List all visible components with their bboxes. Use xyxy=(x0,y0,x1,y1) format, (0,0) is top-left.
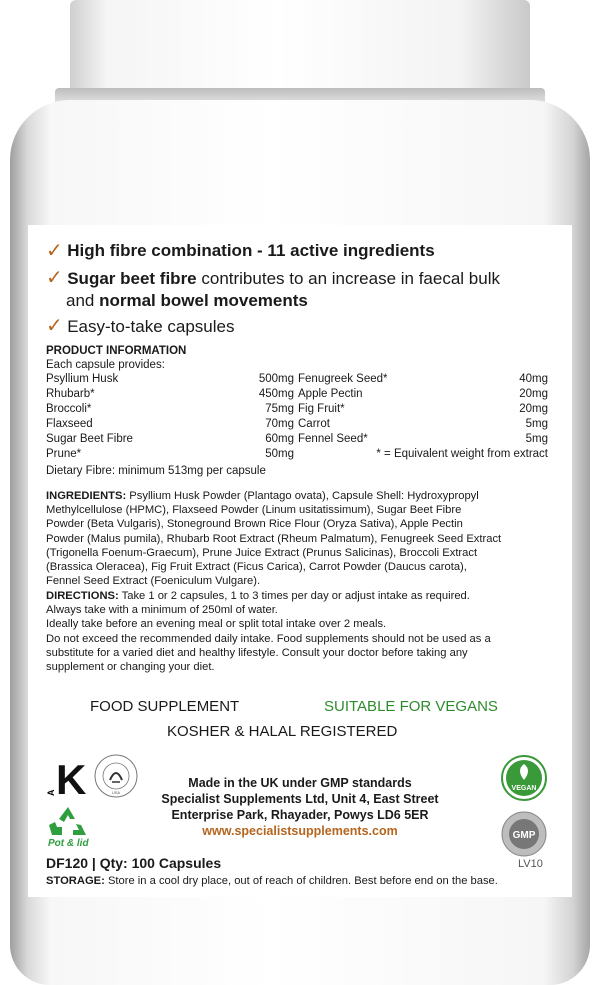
ingredient-name: Fennel Seed* xyxy=(298,433,368,445)
bullet-2-cont-pre: and xyxy=(66,291,100,310)
manufacturer-block xyxy=(130,775,470,839)
ingredient-name: Sugar Beet Fibre xyxy=(46,433,133,445)
ingredient-amount: 450mg xyxy=(258,388,294,400)
ingredients-block xyxy=(46,489,556,588)
bullet-2 xyxy=(46,265,566,290)
storage-label: STORAGE: xyxy=(46,875,105,887)
recycle-logo xyxy=(48,805,88,839)
bullet-2-cont-bold: normal bowel movements xyxy=(99,291,308,310)
ingredient-name: Prune* xyxy=(46,448,82,460)
label-version: LV10 xyxy=(518,858,543,870)
ingredient-name: Flaxseed xyxy=(46,418,93,430)
food-supplement-claim: FOOD SUPPLEMENT xyxy=(90,698,240,715)
company-address-2: Enterprise Park, Rhayader, Powys LD6 5ER xyxy=(171,808,429,822)
kosher-halal-claim: KOSHER & HALAL REGISTERED xyxy=(167,723,398,740)
ingredients-label: INGREDIENTS: xyxy=(46,490,127,502)
ingredient-name: Psyllium Husk xyxy=(46,373,119,385)
svg-text:A: A xyxy=(46,789,56,796)
pot-lid-text: Pot & lid xyxy=(48,838,89,849)
directions-label: DIRECTIONS: xyxy=(46,590,119,602)
ingredient-amount: 40mg xyxy=(519,373,548,385)
vegans-claim: SUITABLE FOR VEGANS xyxy=(324,698,498,715)
gmp-badge-text: GMP xyxy=(512,830,536,841)
dietary-fibre: Dietary Fibre: minimum 513mg per capsule xyxy=(46,465,266,477)
ingredient-name: Fenugreek Seed* xyxy=(298,373,388,385)
directions-line: Do not exceed the recommended daily intake. Food supplements should not be used as a xyxy=(46,632,491,645)
bullet-3 xyxy=(46,313,234,338)
directions-block xyxy=(46,589,556,674)
nutrition-table-left xyxy=(46,372,294,462)
directions-line: Take 1 or 2 capsules, 1 to 3 times per day or adjust intake as required. xyxy=(118,590,470,602)
directions-line: Ideally take before an evening meal or split total intake over 2 meals. xyxy=(46,618,387,631)
ingredients-line: Powder (Malus pumila), Rhubarb Root Extract (Rheum Palmatum), Fenugreek Seed Extract xyxy=(46,532,502,545)
bottle-cap xyxy=(70,0,530,92)
ingredient-amount: 70mg xyxy=(265,418,294,430)
ingredient-amount: 500mg xyxy=(258,373,294,385)
product-code: DF120 | Qty: 100 Capsules xyxy=(46,855,222,871)
gmp-badge xyxy=(500,810,548,858)
company-address-1: Specialist Supplements Ltd, Unit 4, East Street xyxy=(161,792,439,806)
svg-text:USA: USA xyxy=(111,790,121,795)
ingredient-amount: 75mg xyxy=(265,403,294,415)
ingredients-line: (Brassica Oleracea), Fig Fruit Extract (Ficus Carica), Carrot Powder (Daucus carota), xyxy=(46,561,467,574)
ingredient-amount: 5mg xyxy=(525,418,548,430)
svg-text:K: K xyxy=(56,756,87,800)
directions-line: Always take with a minimum of 250ml of water. xyxy=(46,604,278,617)
ingredients-line: Powder (Beta Vulgaris), Stoneground Brown Rice Flour (Oryza Sativa), Apple Pectin xyxy=(46,518,463,531)
ingredient-name: Apple Pectin xyxy=(298,388,363,400)
ingredient-name: Fig Fruit* xyxy=(298,403,345,415)
footnote: * = Equivalent weight from extract xyxy=(376,448,548,460)
bullet-3-text: Easy-to-take capsules xyxy=(67,317,235,336)
vegan-badge-text: VEGAN xyxy=(511,785,537,792)
ingredient-amount: 50mg xyxy=(265,448,294,460)
vegan-badge xyxy=(500,754,548,802)
directions-line: substitute for a varied diet and healthy lifestyle. Consult your doctor before taking any xyxy=(46,646,468,659)
ingredient-amount: 60mg xyxy=(265,433,294,445)
gmp-seal-icon xyxy=(500,810,548,858)
storage-text: Store in a cool dry place, out of reach of children. Best before end on the base. xyxy=(104,875,498,887)
ingredients-line: Psyllium Husk Powder (Plantago ovata), Capsule Shell: Hydroxypropyl xyxy=(126,490,479,502)
made-in-uk: Made in the UK under GMP standards xyxy=(188,776,412,790)
product-info-heading: PRODUCT INFORMATION xyxy=(46,345,187,357)
ingredients-line: Methylcellulose (HPMC), Flaxseed Powder (Linum usitatissimum), Sugar Beet Fibre xyxy=(46,504,462,517)
recycle-icon xyxy=(48,805,88,839)
website-link[interactable]: www.specialistsupplements.com xyxy=(202,824,398,838)
bullet-2-bold: Sugar beet fibre xyxy=(67,269,197,288)
ingredients-line: Fennel Seed Extract (Foeniculum Vulgare). xyxy=(46,575,261,588)
checkmark-icon: ✓ xyxy=(46,240,63,262)
storage-line xyxy=(46,874,498,888)
ingredient-name: Broccoli* xyxy=(46,403,92,415)
checkmark-icon: ✓ xyxy=(46,267,63,289)
kosher-k-icon xyxy=(42,752,90,800)
ingredient-amount: 20mg xyxy=(519,403,548,415)
ingredient-name: Carrot xyxy=(298,418,330,430)
ingredient-name: Rhubarb* xyxy=(46,388,95,400)
bullet-2-cont xyxy=(66,290,308,311)
bullet-1 xyxy=(46,238,435,263)
kosher-logo xyxy=(42,752,90,800)
vegan-leaf-icon xyxy=(500,754,548,802)
product-info-sub: Each capsule provides: xyxy=(46,359,165,371)
bullet-1-text: High fibre combination - 11 active ingredients xyxy=(67,241,435,260)
checkmark-icon: ✓ xyxy=(46,315,63,337)
nutrition-table-right xyxy=(298,372,548,462)
directions-line: supplement or changing your diet. xyxy=(46,661,215,674)
ingredient-amount: 5mg xyxy=(525,433,548,445)
ingredient-amount: 20mg xyxy=(519,388,548,400)
ingredients-line: (Trigonella Foenum-Graecum), Prune Juice Extract (Prunus Salicinas), Broccoli Extract xyxy=(46,546,478,559)
bullet-2-rest: contributes to an increase in faecal bulk xyxy=(196,269,500,288)
